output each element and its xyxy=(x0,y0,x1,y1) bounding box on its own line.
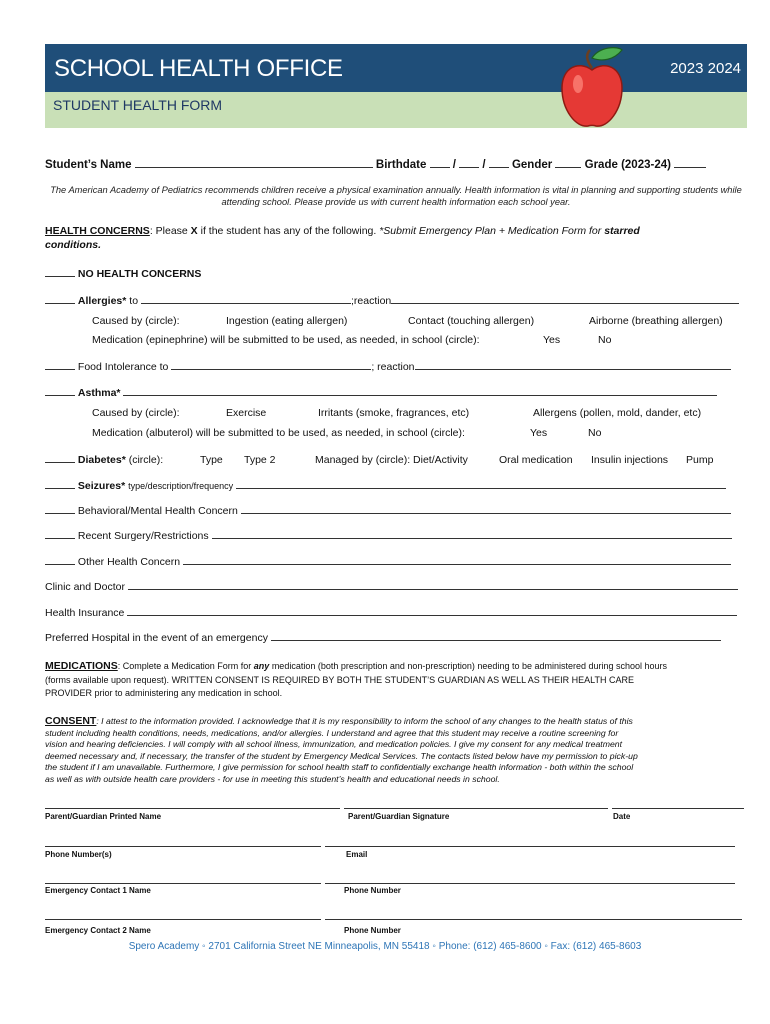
emergency-contact-1-phone-field[interactable] xyxy=(325,883,735,884)
surgery-check[interactable] xyxy=(45,538,75,539)
concerns-x: X xyxy=(190,225,198,237)
medications-text-2: medication (both prescription and non-prescription) needing to be administered during school hours xyxy=(269,661,668,671)
page-title: SCHOOL HEALTH OFFICE xyxy=(54,55,343,82)
seizures-check[interactable] xyxy=(45,488,75,489)
consent-section xyxy=(45,716,747,786)
consent-line-1: : I attest to the information provided. I acknowledge that it is my responsibility to inform the school of any changes to the health status of this xyxy=(96,716,633,726)
allergy-caused-label: Caused by (circle): xyxy=(92,315,180,327)
other-field[interactable] xyxy=(183,564,731,565)
phone-label: Phone Number(s) xyxy=(45,850,112,859)
allergies-reaction-field[interactable] xyxy=(391,303,739,304)
seizures-row xyxy=(45,480,726,492)
emergency-contact-2-phone-label: Phone Number xyxy=(344,926,401,935)
guardian-name-label: Parent/Guardian Printed Name xyxy=(45,812,162,821)
behavioral-row xyxy=(45,505,731,517)
allergy-med-yes-option[interactable]: Yes xyxy=(543,334,561,346)
behavioral-check[interactable] xyxy=(45,513,75,514)
seizures-label: Seizures* xyxy=(77,480,126,492)
insurance-label: Health Insurance xyxy=(45,607,125,619)
asthma-caused-label: Caused by (circle): xyxy=(92,407,180,419)
insurance-field[interactable] xyxy=(127,615,737,616)
medications-line-2: (forms available upon request). WRITTEN CONSENT IS REQUIRED BY BOTH THE STUDENT’S GUARDIAN AS WELL AS THEIR HEALTH CARE xyxy=(45,674,634,685)
allergies-check[interactable] xyxy=(45,303,75,304)
asthma-med-no-option[interactable]: No xyxy=(588,427,602,439)
diabetes-insulin-option[interactable]: Insulin injections xyxy=(591,454,669,466)
medications-text-1: : Complete a Medication Form for xyxy=(117,661,254,671)
seizures-field[interactable] xyxy=(236,488,726,489)
allergies-to-label: to xyxy=(129,295,139,307)
concerns-starred: starred xyxy=(604,225,640,237)
emergency-contact-1-phone-label: Phone Number xyxy=(344,886,401,895)
consent-line-4: deemed necessary and, if necessary, the transfer of the student by Emergency Medical Services. The contacts listed below have my permission to pick-up xyxy=(45,750,638,761)
allergy-med-no-option[interactable]: No xyxy=(598,334,612,346)
consent-line-6: as well as with outside health care providers - for use in meeting this student’s health and educational needs in school. xyxy=(45,773,500,784)
allergies-to-field[interactable] xyxy=(141,303,351,304)
hospital-row xyxy=(45,632,721,644)
diabetes-managed-label: Managed by (circle): Diet/Activity xyxy=(315,454,468,466)
seizures-desc-label: type/description/frequency xyxy=(128,481,234,491)
diabetes-label: Diabetes* xyxy=(77,454,126,466)
concerns-text-2: if the student has any of the following. xyxy=(197,225,380,237)
asthma-irritants-option[interactable]: Irritants (smoke, fragrances, etc) xyxy=(318,407,470,419)
header-bar xyxy=(45,44,747,92)
surgery-row xyxy=(45,530,732,542)
gender-field[interactable] xyxy=(555,167,581,168)
student-name-label: Student’s Name xyxy=(45,159,132,171)
diabetes-type-option[interactable]: Type xyxy=(200,454,223,466)
diabetes-pump-option[interactable]: Pump xyxy=(686,454,714,466)
birthdate-day-field[interactable] xyxy=(459,167,479,168)
asthma-exercise-option[interactable]: Exercise xyxy=(226,407,267,419)
clinic-field[interactable] xyxy=(128,589,738,590)
food-reaction-label: ; reaction xyxy=(371,361,415,373)
school-year: 2023 2024 xyxy=(670,60,741,77)
diabetes-oral-option[interactable]: Oral medication xyxy=(499,454,573,466)
concerns-conditions: conditions. xyxy=(45,239,101,251)
emergency-contact-2-field[interactable] xyxy=(45,919,321,920)
asthma-label: Asthma* xyxy=(77,387,121,399)
medications-title: MEDICATIONS xyxy=(45,660,118,672)
grade-field[interactable] xyxy=(674,167,706,168)
behavioral-field[interactable] xyxy=(241,513,731,514)
birthdate-month-field[interactable] xyxy=(430,167,450,168)
allergies-label: Allergies* xyxy=(77,295,127,307)
subheader-bar xyxy=(45,92,747,128)
consent-line-2: student including health conditions, needs, medications, and/or allergies. I understand and agree that this student may receive a routine screening for xyxy=(45,727,619,738)
asthma-check[interactable] xyxy=(45,395,75,396)
allergies-reaction-label: ;reaction xyxy=(350,295,392,307)
food-reaction-field[interactable] xyxy=(415,369,731,370)
asthma-allergens-option[interactable]: Allergens (pollen, mold, dander, etc) xyxy=(533,407,702,419)
other-check[interactable] xyxy=(45,564,75,565)
other-label: Other Health Concern xyxy=(77,556,181,568)
consent-line-3: vision and hearing deficiencies. I will comply with all school illness, immunization, and medication policies. I give my consent for any medical treatment xyxy=(45,739,623,750)
medications-section xyxy=(45,660,747,701)
guardian-name-field[interactable] xyxy=(45,808,340,809)
clinic-label: Clinic and Doctor xyxy=(45,581,125,593)
hospital-label: Preferred Hospital in the event of an emergency xyxy=(45,632,268,644)
health-concerns-title: HEALTH CONCERNS xyxy=(45,225,150,237)
food-check[interactable] xyxy=(45,369,75,370)
emergency-contact-1-field[interactable] xyxy=(45,883,321,884)
grade-label: Grade (2023-24) xyxy=(584,159,671,171)
guardian-signature-label: Parent/Guardian Signature xyxy=(348,812,450,821)
no-concerns-label: NO HEALTH CONCERNS xyxy=(77,268,202,280)
surgery-field[interactable] xyxy=(212,538,732,539)
medications-line-3: PROVIDER prior to administering any medication in school. xyxy=(45,688,283,698)
date-label: Date xyxy=(613,812,631,821)
diabetes-type2-option[interactable]: Type 2 xyxy=(244,454,276,466)
concerns-text-1: : Please xyxy=(149,225,191,237)
consent-line-5: the student if I am unavailable. Furthermore, I give permission for school health staff to confidentially exchange health information - both within the school xyxy=(45,762,634,773)
food-intolerance-row xyxy=(45,361,731,373)
allergies-row xyxy=(45,295,739,307)
diabetes-check[interactable] xyxy=(45,462,75,463)
footer-address: Spero Academy ◦ 2701 California Street NE Minneapolis, MN 55418 ◦ Phone: (612) 465-8600 ◦ Fax: (612) 465-8603 xyxy=(128,941,642,952)
insurance-row xyxy=(45,607,737,619)
gender-label: Gender xyxy=(511,159,553,171)
apple-icon xyxy=(556,44,628,130)
concerns-italic: *Submit Emergency Plan + Medication Form for xyxy=(379,225,605,237)
medications-any: any xyxy=(253,661,270,671)
no-concerns-check[interactable] xyxy=(45,276,75,277)
health-concerns-heading xyxy=(45,224,747,252)
surgery-label: Recent Surgery/Restrictions xyxy=(77,530,209,542)
student-info-line: Student’s Name Birthdate / / Gender Grade (2023-24) xyxy=(45,159,706,171)
date-field[interactable] xyxy=(612,808,744,809)
food-label: Food Intolerance to xyxy=(77,361,169,373)
behavioral-label: Behavioral/Mental Health Concern xyxy=(77,505,238,517)
emergency-contact-1-label: Emergency Contact 1 Name xyxy=(45,886,151,895)
email-label: Email xyxy=(346,850,368,859)
hospital-field[interactable] xyxy=(271,640,721,641)
allergy-ingestion-option[interactable]: Ingestion (eating allergen) xyxy=(226,315,348,327)
diabetes-circle-label: (circle): xyxy=(128,454,164,466)
student-name-field[interactable] xyxy=(135,167,373,168)
asthma-medication-label: Medication (albuterol) will be submitted to be used, as needed, in school (circle): xyxy=(92,427,465,439)
asthma-field[interactable] xyxy=(123,395,717,396)
birthdate-label: Birthdate xyxy=(375,159,427,171)
email-field[interactable] xyxy=(325,846,735,847)
clinic-row xyxy=(45,581,738,593)
emergency-contact-2-phone-field[interactable] xyxy=(325,919,742,920)
guardian-signature-field[interactable] xyxy=(344,808,608,809)
diabetes-row xyxy=(45,454,163,466)
birthdate-year-field[interactable] xyxy=(489,167,509,168)
no-concerns-row xyxy=(45,268,201,280)
phone-field[interactable] xyxy=(45,846,321,847)
intro-text: The American Academy of Pediatrics recommends children receive a physical examination annually. Health information is vital in planning and supporting students while attending school. Please provide us with current health information each school year. xyxy=(50,185,742,207)
other-concern-row xyxy=(45,556,731,568)
allergy-medication-label: Medication (epinephrine) will be submitted to be used, as needed, in school (circle): xyxy=(92,334,480,346)
allergy-airborne-option[interactable]: Airborne (breathing allergen) xyxy=(589,315,723,327)
allergy-contact-option[interactable]: Contact (touching allergen) xyxy=(408,315,535,327)
form-subtitle: STUDENT HEALTH FORM xyxy=(53,97,223,113)
food-to-field[interactable] xyxy=(171,369,371,370)
emergency-contact-2-label: Emergency Contact 2 Name xyxy=(45,926,151,935)
asthma-med-yes-option[interactable]: Yes xyxy=(530,427,548,439)
consent-title: CONSENT xyxy=(45,715,97,727)
asthma-row xyxy=(45,387,717,399)
